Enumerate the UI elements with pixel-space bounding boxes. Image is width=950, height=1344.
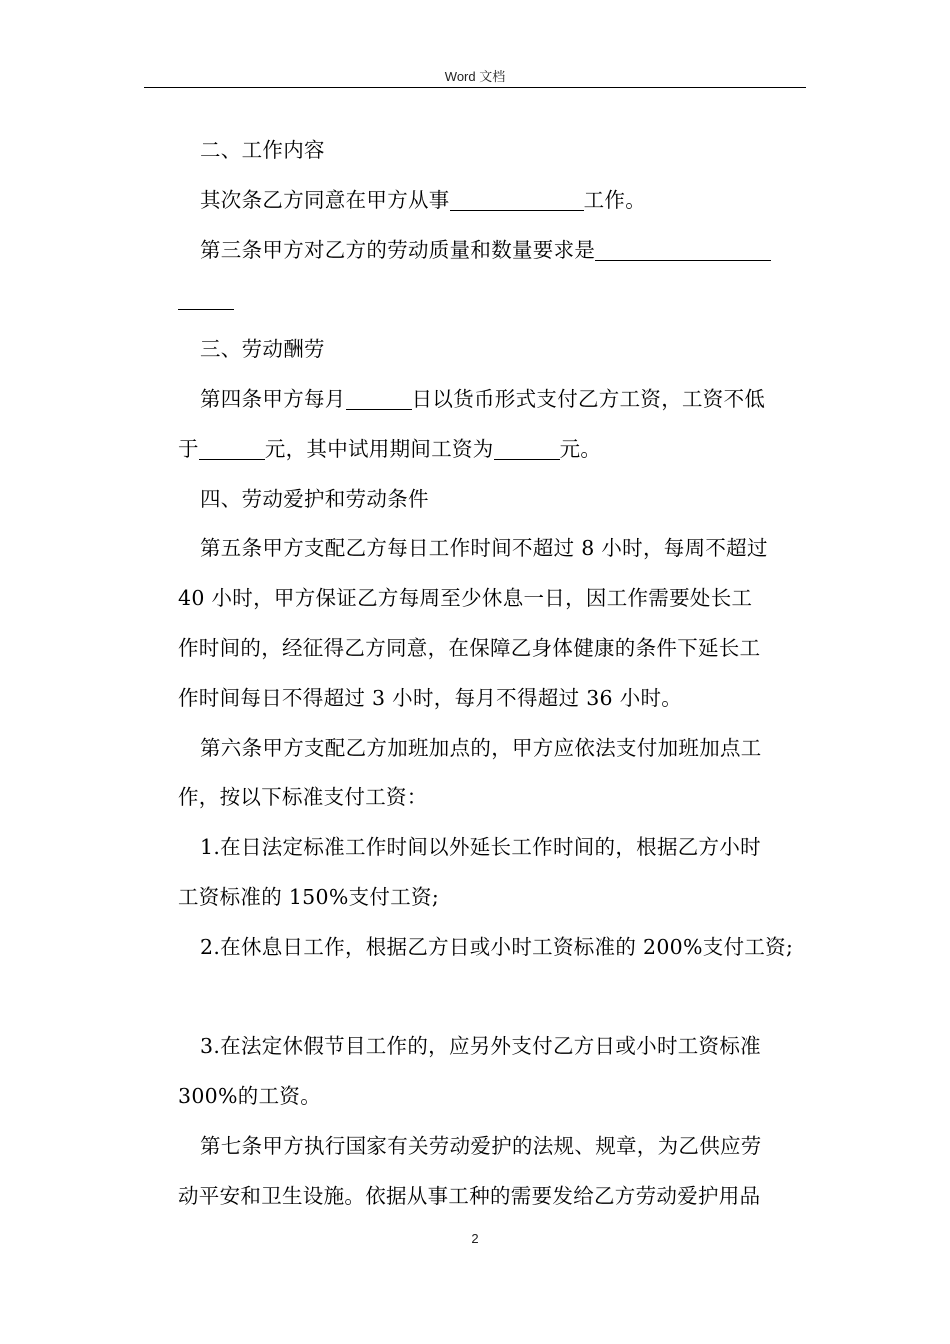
- text-span: 日以货币形式支付乙方工资，工资不低: [411, 386, 766, 411]
- item-3-line-2: 300%的工资。: [178, 1084, 322, 1109]
- item-1-line-1: 1.在日法定标准工作时间以外延长工作时间的，根据乙方小时: [200, 835, 761, 860]
- article-5-line-3: 作时间的，经征得乙方同意，在保障乙身体健康的条件下延长工: [178, 635, 761, 660]
- text-span: 其次条乙方同意在甲方从事: [200, 187, 450, 212]
- item-2-line: 2.在休息日工作，根据乙方日或小时工资标准的 200%支付工资;: [200, 934, 794, 959]
- blank-line-spacer: [178, 973, 818, 1023]
- article-4-paragraph: [178, 375, 818, 425]
- article-5-line-1: 第五条甲方支配乙方每日工作时间不超过 8 小时，每周不超过: [200, 536, 768, 561]
- section-heading-protection: [178, 475, 818, 525]
- text-span: 四、劳动爱护和劳动条件: [200, 486, 429, 511]
- section-heading-work-content: [178, 126, 818, 176]
- text-span: 元，其中试用期间工资为: [264, 436, 494, 461]
- text-span: 第四条甲方每月: [200, 386, 346, 411]
- article-6-line-2: 作，按以下标准支付工资：: [178, 785, 428, 810]
- article-3-paragraph: [178, 226, 818, 276]
- blank-quality-requirements-cont: [178, 285, 234, 310]
- article-3-continuation: [178, 275, 818, 325]
- blank-min-wage: [199, 435, 265, 460]
- blank-probation-wage: [494, 435, 560, 460]
- article-5-line-4: 作时间每日不得超过 3 小时，每月不得超过 36 小时。: [178, 685, 683, 710]
- text-span: 于: [178, 436, 199, 461]
- item-1-line-2: 工资标准的 150%支付工资;: [178, 884, 440, 909]
- text-span: 三、劳动酬劳: [200, 337, 325, 362]
- text-span: 第三条甲方对乙方的劳动质量和数量要求是: [200, 237, 596, 262]
- article-4-continuation: [178, 425, 818, 475]
- header-divider: [144, 87, 806, 88]
- article-2-paragraph: [178, 176, 818, 226]
- text-span: 元。: [559, 436, 602, 461]
- blank-job-title: [450, 186, 584, 211]
- document-body: [178, 126, 818, 1222]
- text-span: 工作。: [583, 187, 647, 212]
- section-heading-remuneration: [178, 325, 818, 375]
- page-number: 2: [471, 1231, 479, 1246]
- item-3-line-1: 3.在法定休假节目工作的，应另外支付乙方日或小时工资标准: [200, 1034, 761, 1059]
- page-header-title: Word 文档: [444, 69, 506, 84]
- article-6-line-1: 第六条甲方支配乙方加班加点的，甲方应依法支付加班加点工: [200, 735, 762, 760]
- blank-quality-requirements: [595, 236, 771, 261]
- article-7-line-1: 第七条甲方执行国家有关劳动爱护的法规、规章，为乙供应劳: [200, 1133, 762, 1158]
- blank-pay-day: [346, 385, 412, 410]
- article-7-line-2: 动平安和卫生设施。依据从事工种的需要发给乙方劳动爱护用品: [178, 1183, 761, 1208]
- text-span: 二、工作内容: [200, 138, 325, 162]
- article-5-line-2: 40 小时，甲方保证乙方每周至少休息一日，因工作需要处长工: [178, 586, 753, 611]
